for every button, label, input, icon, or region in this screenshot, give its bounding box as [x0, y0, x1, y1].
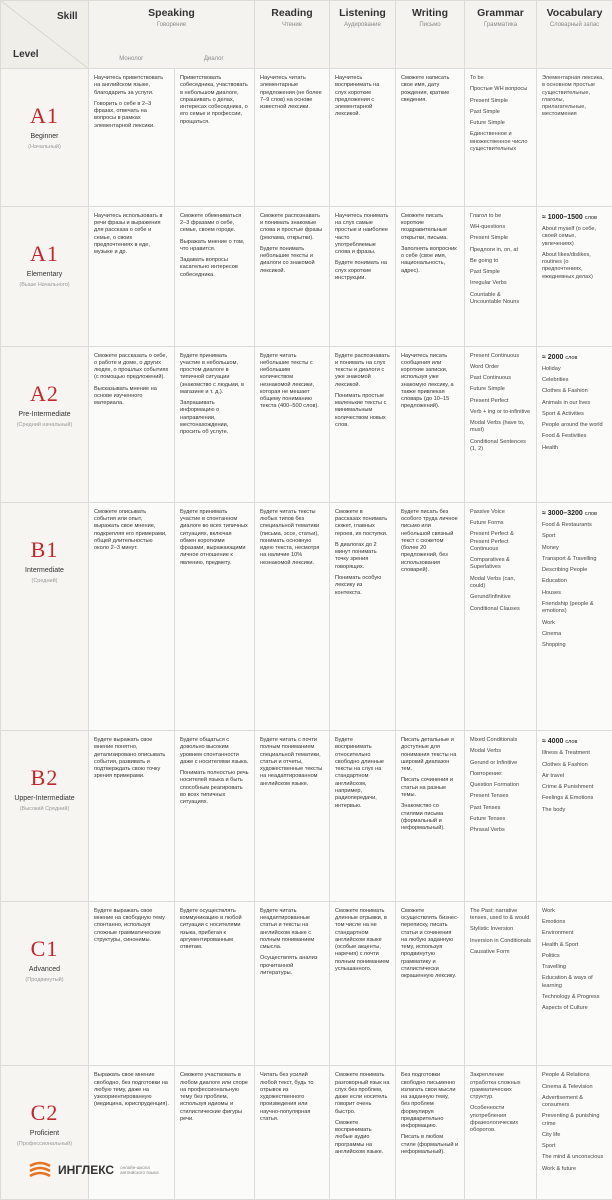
level-name-ru: (Высокий Средний): [19, 806, 70, 813]
reading-cell: [255, 346, 330, 502]
cell-text: Modal Verbs (have to, must): [470, 420, 525, 434]
cell-text: Сможете участвовать в любом диалоге или споре на профессиональную тему без проблем, используя идиомы и стилистические фигуры речи.: [180, 1072, 248, 1122]
skill-name: Writing: [412, 7, 448, 19]
cell-text: Сможете понимать длинные отрывки, в том числе на не стандартном английском языке (особые акценты, наречия) с почти полным пониманием услышанного.: [335, 907, 390, 972]
speaking-dialog-cell: [175, 901, 255, 1066]
level-axis-label: Level: [13, 49, 39, 60]
cell-text: Приветствовать собеседника, участвовать в небольшом диалоге, спрашивать о делах, интересах собеседника, о его семье и профессии, прощаться.: [180, 75, 248, 125]
grammar-cell: [465, 206, 537, 346]
cell-text: Без подготовки свободно письменно излагать свои мысли на заданную тему, без проблем формулируя предварительно информацию.: [401, 1072, 456, 1130]
cell-text: Сможете написать свое имя, дату рождения, краткие сведения.: [401, 75, 450, 103]
cell-text: About likes/dislikes, routines (о предпочтениях, ежедневных делах): [542, 251, 593, 280]
cell-text: Past Simple: [470, 108, 500, 115]
table-row: [1, 502, 612, 730]
vocabulary-cell: [537, 69, 612, 207]
cell-text: Present Tenses: [470, 793, 509, 800]
inglex-logo: [28, 1160, 160, 1180]
skill-header-grammar: [465, 1, 537, 69]
cell-text: Past Simple: [470, 269, 500, 276]
writing-cell: [396, 731, 465, 902]
cell-text: Высказывать мнение на основе изученного материала.: [94, 385, 157, 407]
cell-text: Сможете писать короткие поздравительные открытки, письма.: [401, 212, 448, 241]
writing-cell: [396, 69, 465, 207]
cell-text: Научитесь использовать в речи фразы и выражения для рассказа о себе и семье, о своих предпочтениях в еде, музыке и др.: [94, 212, 163, 256]
vocab-count: ≈ 1000–1500: [542, 213, 583, 221]
cell-text: Work & future: [542, 1165, 577, 1172]
cell-text: Be going to: [470, 257, 499, 264]
level-cell: [1, 502, 89, 730]
grammar-cell: [465, 901, 537, 1066]
cell-text: Будете читать с почти полным пониманием специальной тематики, статьи и отчеты, художественные тексты на неадаптированном английском языке.: [260, 737, 323, 787]
level-code: C2: [30, 1100, 59, 1126]
cell-text: Запрашивать информацию о направлении, местонахождении, просить об услуге.: [180, 400, 229, 436]
cell-text: Modal Verbs (can, could): [470, 575, 516, 589]
cell-text: To be: [470, 75, 484, 81]
cell-text: Будете читать неадаптированные статьи и тексты на английском языке с полным пониманием смысла.: [260, 907, 315, 951]
speaking-sub-monolog: Монолог: [119, 56, 144, 62]
cell-text: Sport: [542, 1143, 556, 1150]
cell-text: Читать без усилий любой текст, будь то отрывок из художественного произведения или научно-популярная статья.: [260, 1072, 314, 1122]
cell-text: Повторение:: [470, 770, 503, 777]
cell-text: Будете понимать небольшие тексты и диалоги со знакомой лексикой.: [260, 245, 315, 274]
skill-header-writing: [396, 1, 465, 69]
cell-text: Будете читать небольшие тексты с небольшим количеством незнакомой лексики, которая не мешает общему пониманию текста (400–500 слов).: [260, 352, 319, 410]
cell-text: Future Simple: [470, 386, 505, 393]
level-cell: [1, 901, 89, 1066]
cell-text: WH-questions: [470, 224, 506, 231]
cell-text: Cinema: [542, 630, 562, 637]
cell-text: Будете принимать участие в спонтанном диалоге во всех типичных ситуациях, включая обмен короткими фразами, выражающими личное отношение к явлению, предмету.: [180, 508, 248, 566]
cell-text: Заполнять вопросник о себе (свое имя, национальность, адрес).: [401, 245, 457, 274]
cell-text: Будете читать тексты любых типов без специальной тематики (письма, эссе, статьи), понимать основную идею текста, несмотря на наличие 10% незнакомой лексики.: [260, 508, 320, 566]
cell-text: Food & Festivities: [542, 433, 587, 440]
cell-text: Научитесь понимать на слух самые простые и наиболее часто употребляемые слова и фразы.: [335, 212, 389, 256]
cell-text: Work: [542, 619, 555, 626]
level-name-ru: (Выше Начального): [19, 281, 70, 288]
cell-text: Animals in our lives: [542, 399, 591, 406]
level-code: A1: [30, 103, 59, 128]
cell-text: Сможете рассказать о себе, о работе и доме, о других людях, о прошлых событиях (с помощью предложений).: [94, 352, 169, 381]
speaking-dialog-cell: [175, 206, 255, 346]
cell-text: Единственное и множественное число существительных: [470, 131, 528, 152]
cell-text: Научитесь читать элементарные предложения (не более 7–9 слов) на основе известной лексики.: [260, 75, 322, 111]
cell-text: Conditional Clauses: [470, 605, 520, 612]
cell-text: Money: [542, 544, 559, 551]
table-row: [1, 731, 612, 902]
table-row: [1, 901, 612, 1066]
cell-text: Health & Sport: [542, 941, 579, 948]
level-code: C1: [30, 935, 59, 961]
cell-text: Будете понимать на слух короткие инструкции.: [335, 260, 387, 281]
level-code: B2: [30, 765, 59, 791]
cell-text: Понимать простые маленькие тексты с минимальным количеством новых слов.: [335, 392, 387, 428]
vocabulary-cell: [537, 346, 612, 502]
speaking-monolog-cell: [89, 346, 175, 502]
level-name-ru: (Начальный): [28, 144, 61, 150]
cell-text: Verb + ing or to-infinitive: [470, 408, 531, 415]
brand-name: ИНГЛЕКС: [58, 1163, 115, 1177]
cell-text: Clothes & Fashion: [542, 388, 588, 395]
cell-text: Work: [542, 907, 555, 914]
level-name: Advanced: [28, 965, 61, 973]
cell-text: Писать детальные и доступные для понимания тексты на широкий диапазон тем.: [401, 737, 457, 773]
cell-text: Gerund or Infinitive: [470, 759, 518, 766]
cell-text: Present Simple: [470, 235, 508, 242]
grammar-cell: [465, 69, 537, 207]
skill-name: Speaking: [148, 7, 195, 19]
grammar-cell: [465, 1066, 537, 1200]
grammar-cell: [465, 502, 537, 730]
cell-text: Preventing & punishing crime: [542, 1113, 600, 1127]
cell-text: Crime & Punishment: [542, 784, 594, 791]
level-name: Upper-Intermediate: [14, 795, 75, 803]
speaking-dialog-cell: [175, 502, 255, 730]
cell-text: Question Formation: [470, 782, 520, 789]
listening-cell: [330, 901, 396, 1066]
cell-text: Будете принимать участие в небольшом, простом диалоге в типичной ситуации (знакомство с людьми, в магазине и т. д.).: [180, 352, 244, 395]
speaking-monolog-cell: [89, 206, 175, 346]
cell-text: Shopping: [542, 642, 566, 649]
cell-text: Technology & Progress: [542, 993, 600, 1000]
cell-text: Present Perfect: [470, 397, 509, 404]
skill-header-vocabulary: [537, 1, 612, 69]
skill-header-listening: [330, 1, 396, 69]
cell-text: Word Order: [470, 363, 500, 370]
cell-text: Future Forms: [470, 520, 504, 527]
cell-text: Comparatives & Superlatives: [470, 557, 510, 571]
skill-axis-label: Skill: [57, 11, 78, 22]
cell-text: Будете осуществлять коммуникацию в любой ситуации с носителями языка, прибегая к аргументированным ответам.: [180, 907, 242, 951]
cell-text: Travelling: [542, 964, 567, 971]
cell-text: Air travel: [542, 772, 565, 779]
cell-text: Сможете распознавать и понимать знакомые слова и простые фразы (реклама, открытки).: [260, 212, 323, 241]
level-code: A2: [30, 380, 59, 406]
vocab-count: ≈ 3000–3200: [542, 509, 583, 517]
cell-text: Countable & Uncountable Nouns: [470, 291, 520, 305]
cell-text: Знакомство со стилями письма (формальный и неформальный).: [401, 803, 445, 832]
skill-name: Reading: [271, 7, 313, 19]
cell-text: About myself (о себе, своей семье, увлечениях): [542, 226, 597, 247]
cell-text: Научитесь приветствовать на английском языке, благодарить за услуги.: [94, 75, 164, 96]
cell-text: Clothes & Fashion: [542, 761, 588, 768]
reading-cell: [255, 502, 330, 730]
cell-text: City life: [542, 1131, 561, 1138]
grammar-cell: [465, 731, 537, 902]
level-name: Beginner: [30, 133, 59, 140]
cell-text: People & Relations: [542, 1072, 590, 1079]
inglex-logo-icon: [28, 1160, 52, 1180]
level-name-ru: (Продвинутый): [25, 976, 64, 983]
reading-cell: [255, 731, 330, 902]
cell-text: Будете писать без особого труда личное письмо или небольшой связный текст с сюжетом (более 20 предложений, без использования словарей).: [401, 508, 458, 573]
cell-text: Irregular Verbs: [470, 280, 507, 287]
skill-name-ru: Говорение: [156, 22, 187, 28]
cell-text: Выражать мнение о том, что нравится.: [180, 238, 245, 252]
cell-text: Transport & Travelling: [542, 555, 597, 562]
table-row: [1, 206, 612, 346]
cell-text: Passive Voice: [470, 508, 505, 515]
cell-text: Advertisement & consumers: [542, 1094, 584, 1109]
cell-text: Будете выражать свое мнение понятно, детализировано описывать события, развивать и подтверждать свою точку зрения примерами.: [94, 737, 166, 780]
cell-text: Stylistic Inversion: [470, 926, 514, 933]
skill-name-ru: Письмо: [419, 22, 441, 28]
level-name-ru: (Средний): [31, 577, 58, 584]
cell-text: Future Tenses: [470, 815, 506, 822]
cell-text: Inversion in Conditionals: [470, 937, 531, 944]
cell-text: Aspects of Culture: [542, 1005, 588, 1012]
skill-name-ru: Аудирование: [344, 22, 381, 28]
cell-text: Present Simple: [470, 97, 508, 104]
vocabulary-cell: [537, 731, 612, 902]
table-corner-header: [1, 1, 89, 69]
cell-text: Закрепление отработка сложных грамматических структур.: [470, 1072, 521, 1101]
cell-text: Будете воспринимать относительно свободно длинные тексты на слух на стандартном английском, например, радиопередачи, интервью.: [335, 737, 384, 809]
listening-cell: [330, 346, 396, 502]
cell-text: Сможете обмениваться 2–3 фразами о себе, семье, своем городе.: [180, 212, 242, 234]
listening-cell: [330, 69, 396, 207]
cell-text: Modal Verbs: [470, 748, 502, 755]
skill-name: Vocabulary: [546, 7, 603, 19]
cell-text: Houses: [542, 589, 561, 596]
cell-text: Education & ways of learning: [542, 975, 593, 989]
level-cell: [1, 206, 89, 346]
vocab-count-unit: слов: [584, 214, 597, 221]
cell-text: The body: [542, 806, 566, 813]
cell-text: Sport: [542, 533, 556, 540]
cell-text: Feelings & Emotions: [542, 795, 594, 802]
cell-text: Простые WH вопросы: [470, 86, 528, 93]
cell-text: Выражать свое мнение свободно, без подготовки на любую тему, даже на узкоориентированную (медицина, юриспруденция).: [94, 1072, 169, 1108]
speaking-dialog-cell: [175, 346, 255, 502]
cell-text: Phrasal Verbs: [470, 827, 505, 834]
cell-text: Friendship (people & emotions): [542, 601, 594, 615]
cell-text: Cinema & Television: [542, 1083, 593, 1090]
reading-cell: [255, 1066, 330, 1200]
cell-text: Illness & Treatment: [542, 750, 590, 757]
cell-text: The Past: narrative tenses, used to & would: [470, 907, 530, 922]
cell-text: Politics: [542, 952, 560, 959]
brand-tagline: онлайн-школа английского языка: [120, 1164, 159, 1175]
cell-text: Education: [542, 578, 567, 585]
vocabulary-cell: [537, 502, 612, 730]
cell-text: People around the world: [542, 422, 603, 429]
cell-text: The mind & unconscious: [542, 1154, 604, 1161]
cell-text: Сможете осуществлять бизнес-переписку, писать статьи и сочинения на любую заданную тему, используя продвинутую грамматику и стилистически окрашенную лексику.: [401, 907, 459, 980]
speaking-sub-dialog: Диалог: [203, 56, 224, 62]
cell-text: Mixed Conditionals: [470, 737, 518, 744]
speaking-monolog-cell: [89, 901, 175, 1066]
cell-text: Food & Restaurants: [542, 522, 592, 529]
cell-text: Особенности употребления фразеологических оборотов.: [470, 1105, 519, 1134]
cell-text: Понимать полностью речь носителей языка и быть способным реагировать во всех типичных ситуациях.: [180, 770, 249, 806]
vocab-count-unit: слов: [565, 739, 578, 746]
cell-text: Сможете в рассказах понимать сюжет, главных героев, их поступки.: [335, 508, 388, 537]
table-row: [1, 346, 612, 502]
cell-text: Научитесь писать сообщения или короткие записки, используя уже знакомую лексику, а также привлекая словарь (до 10–15 предложений).: [401, 352, 454, 410]
level-name: Pre-Intermediate: [18, 410, 71, 418]
vocabulary-cell: [537, 1066, 612, 1200]
writing-cell: [396, 1066, 465, 1200]
speaking-monolog-cell: [89, 731, 175, 902]
writing-cell: [396, 502, 465, 730]
skill-name-ru: Грамматика: [483, 22, 518, 28]
cell-text: Понимать особую лексику из контекста.: [335, 575, 382, 596]
cell-text: Писать сочинения и статьи на разные темы.: [401, 777, 453, 798]
level-cell: [1, 731, 89, 902]
cell-text: Present Continuous: [470, 352, 520, 359]
reading-cell: [255, 901, 330, 1066]
vocab-count-unit: слов: [565, 354, 578, 361]
listening-cell: [330, 731, 396, 902]
cell-text: Sport & Activities: [542, 410, 584, 417]
level-cell: [1, 346, 89, 502]
cell-text: Past Tenses: [470, 804, 501, 811]
cell-text: Past Continuous: [470, 375, 512, 382]
cell-text: Conditional Sentences (1, 2): [470, 438, 526, 452]
listening-cell: [330, 1066, 396, 1200]
cell-text: Будете общаться с довольно высоким уровнем спонтанности даже с носителями языка.: [180, 737, 249, 765]
vocabulary-cell: [537, 206, 612, 346]
cell-text: Говорить о себе в 2–3 фразах, отвечать на вопросы в рамках элементарной лексики.: [94, 100, 155, 129]
cell-text: Научитесь воспринимать на слух короткие предложения с элементарной лексикой.: [335, 75, 380, 118]
cell-text: Сможете воспринимать любые аудио программы на английском языке.: [335, 1119, 384, 1155]
vocab-count-unit: слов: [584, 510, 597, 517]
cell-text: Future Simple: [470, 120, 505, 127]
cell-text: Celebrities: [542, 377, 569, 384]
cell-text: Describing People: [542, 567, 588, 574]
cell-text: Present Perfect & Present Perfect Continuous: [470, 531, 514, 552]
listening-cell: [330, 502, 396, 730]
cell-text: Gerund/Infinitive: [470, 594, 511, 601]
cell-text: Задавать вопросы касательно интересов собеседника.: [180, 257, 238, 278]
speaking-dialog-cell: [175, 731, 255, 902]
cell-text: Health: [542, 444, 559, 451]
speaking-monolog-cell: [89, 69, 175, 207]
cell-text: Глагол to be: [470, 212, 502, 219]
cell-text: Holiday: [542, 365, 561, 372]
cell-text: Сможете описывать события или опыт, выражать свое мнение, подкрепляя его примерами, общей длительностью около 2–3 минут.: [94, 508, 167, 552]
cell-text: Сможете понимать разговорный язык на слух без проблем, даже если носитель говорит очень быстро.: [335, 1072, 390, 1115]
grammar-cell: [465, 346, 537, 502]
cell-text: Писать в любом стиле (формальный и неформальный).: [401, 1134, 459, 1155]
level-code: B1: [30, 536, 59, 562]
writing-cell: [396, 901, 465, 1066]
cell-text: Emotions: [542, 919, 566, 926]
skill-name: Listening: [339, 7, 386, 19]
skill-name: Grammar: [477, 7, 524, 19]
level-name-ru: (Средний начальный): [16, 421, 73, 428]
speaking-monolog-cell: [89, 502, 175, 730]
level-code: A1: [30, 240, 59, 266]
cell-text: В диалогах до 2 минут понимать точку зрения говорящих.: [335, 541, 377, 570]
cell-text: Предлоги in, on, at: [470, 246, 518, 253]
cell-text: Будете выражать свое мнение на свободную тему спонтанно, используя сложные грамматические структуры, синонимы.: [94, 907, 165, 943]
skill-name-ru: Чтение: [281, 22, 303, 28]
cell-text: Environment: [542, 930, 574, 937]
cell-text: Элементарная лексика, в основном простые существительные, глаголы, прилагательные, местоимения: [542, 75, 604, 118]
table-row: [1, 69, 612, 207]
speaking-dialog-cell: [175, 1066, 255, 1200]
vocab-count: ≈ 2000: [542, 353, 564, 361]
level-name: Elementary: [26, 270, 63, 278]
writing-cell: [396, 206, 465, 346]
skill-name-ru: Словарный запас: [549, 22, 600, 28]
level-cell: [1, 69, 89, 207]
vocabulary-cell: [537, 901, 612, 1066]
vocab-count: ≈ 4000: [542, 738, 564, 746]
cell-text: Causative Form: [470, 948, 510, 955]
reading-cell: [255, 206, 330, 346]
speaking-dialog-cell: [175, 69, 255, 207]
level-name: Proficient: [29, 1130, 60, 1138]
level-name-ru: (Профессиональный): [16, 1141, 73, 1148]
skill-header-speaking: [89, 1, 255, 69]
cell-text: Будете распознавать и понимать на слух тексты и диалоги с уже знакомой лексикой.: [335, 352, 390, 388]
cell-text: Осуществлять анализ прочитанной литературы.: [260, 955, 318, 976]
level-name: Intermediate: [25, 566, 64, 574]
listening-cell: [330, 206, 396, 346]
reading-cell: [255, 69, 330, 207]
skill-header-reading: [255, 1, 330, 69]
writing-cell: [396, 346, 465, 502]
